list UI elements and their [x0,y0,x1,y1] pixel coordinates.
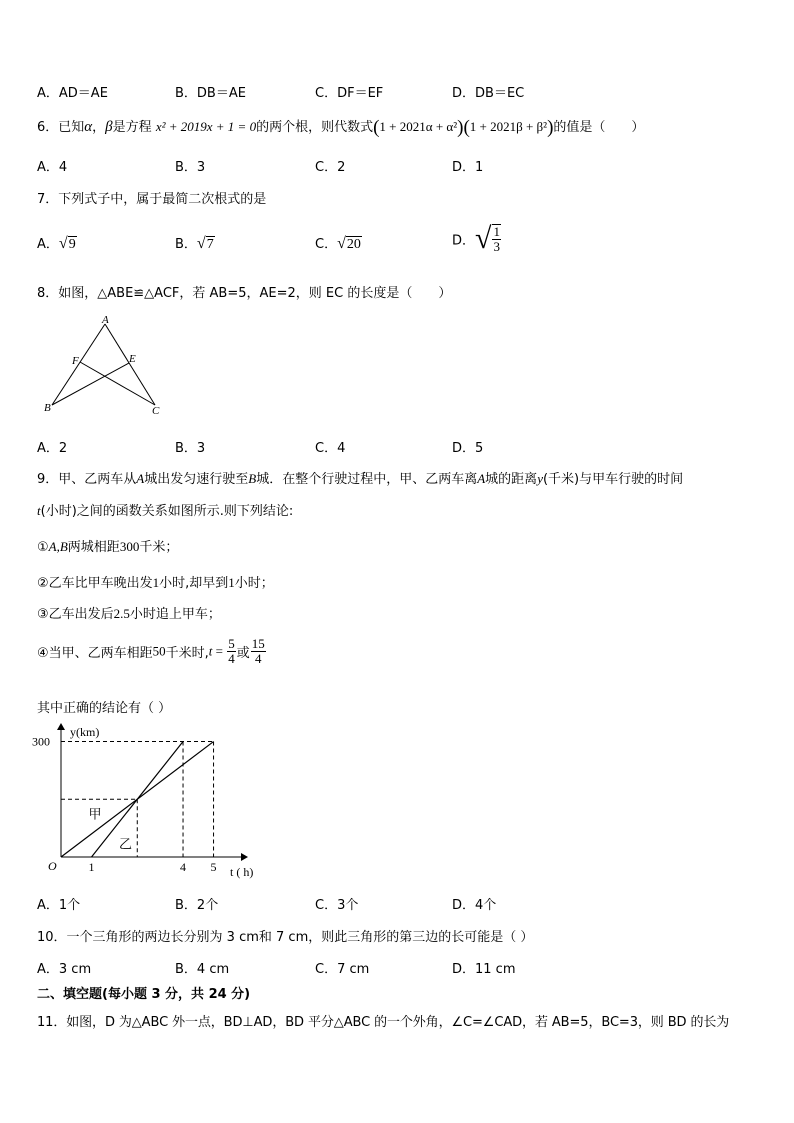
y-axis-label: y(km) [70,725,100,739]
q9-statement-3: ③乙车出发后2.5小时追上甲车； [37,606,221,622]
y-tick-label-300: 300 [32,734,50,749]
label-e: E [129,353,136,365]
series-label-yi: 乙 [118,836,132,852]
label-f: F [72,355,79,367]
x-tick-label-4: 4 [180,860,187,874]
origin-label: O [48,859,57,873]
q9-option-b: B．2个 [175,898,219,913]
y-axis-arrow [57,723,65,730]
x-axis-arrow [241,853,248,861]
q6-expr-2: 1 + 2021β + β² [469,119,548,134]
q10-option-d: D．11 cm [452,962,516,977]
q9-distance-time-chart [30,718,280,886]
q10-option-a: A．3 cm [37,962,92,977]
label-a: A [102,314,109,326]
q6-option-b: B．3 [175,160,206,175]
q7-stem: 7．下列式子中，属于最简二次根式的是 [37,192,267,207]
x-tick-label-5: 5 [210,860,217,874]
q8-option-d: D．5 [452,441,484,456]
series-label-jia: 甲 [88,806,102,822]
q7-option-b: B．√7 [175,235,214,252]
q6-option-a: A．4 [37,160,68,175]
q10-option-b: B．4 cm [175,962,230,977]
q8-option-c: C．4 [315,441,346,456]
q5-option-d: D．DB＝EC [452,86,525,101]
section-heading: 二、填空题(每小题 3 分，共 24 分) [37,987,251,1002]
q5-option-a: A．AD＝AE [37,86,108,101]
q9-option-a: A．1个 [37,898,81,913]
q9-statement-4: ④当甲、乙两车相距50千米时,t = $\frac{5}{4}$ 或 $\frac{15}{4}$ [37,636,265,666]
q9-option-c: C．3个 [315,898,359,913]
q6-stem: 6．已知α，β是方程 x² + 2019x + 1 = 0的两个根，则代数式(1 + 2021α + α²)(1 + 2021β + β²)的值是（ ） [37,117,645,138]
q9-stem-line2: t(小时)之间的函数关系如图所示.则下列结论: [37,503,294,519]
q8-option-b: B．3 [175,441,206,456]
q5-option-b: B．DB＝AE [175,86,246,101]
q10-stem: 10．一个三角形的两边长分别为 3 cm和 7 cm，则此三角形的第三边的长可能是（ ） [37,930,534,945]
q11-stem: 11．如图，D 为△ABC 外一点，BD⊥AD，BD 平分△ABC 的一个外角，∠C=∠CAD，若 AB=5，BC=3，则 BD 的长为 [37,1015,730,1030]
label-b: B [44,402,51,414]
q6-equation: x² + 2019x + 1 = 0 [155,119,257,134]
q5-option-c: C．DF＝EF [315,86,384,101]
q7-option-d: D．√ $\frac{1}{3}$ [452,222,500,255]
q8-stem: 8．如图，△ABE≌△ACF，若 AB=5，AE=2，则 EC 的长度是（ ） [37,286,452,301]
q9-statement-2: ②乙车比甲车晚出发1小时,却早到1小时； [37,575,274,591]
x-tick-label-1: 1 [88,860,95,874]
q9-conclusion: 其中正确的结论有（ ） [37,701,172,716]
q9-statement-1: ①A,B两城相距300千米； [37,539,179,555]
q6-option-d: D．1 [452,160,484,175]
label-c: C [152,405,160,417]
q6-option-c: C．2 [315,160,346,175]
q8-triangle-figure [40,312,170,418]
q7-option-a: A．√9 [37,235,76,252]
x-axis-label: t ( h) [230,865,254,879]
q9-stem-line1: 9．甲、乙两车从A城出发匀速行驶至B城．在整个行驶过程中，甲、乙两车离A城的距离y(千米)与甲车行驶的时间 [37,471,684,487]
q10-option-c: C．7 cm [315,962,370,977]
q8-option-a: A．2 [37,441,68,456]
q9-option-d: D．4个 [452,898,497,913]
q7-option-c: C．√20 [315,235,361,252]
q6-expr-1: 1 + 2021α + α² [379,119,458,134]
